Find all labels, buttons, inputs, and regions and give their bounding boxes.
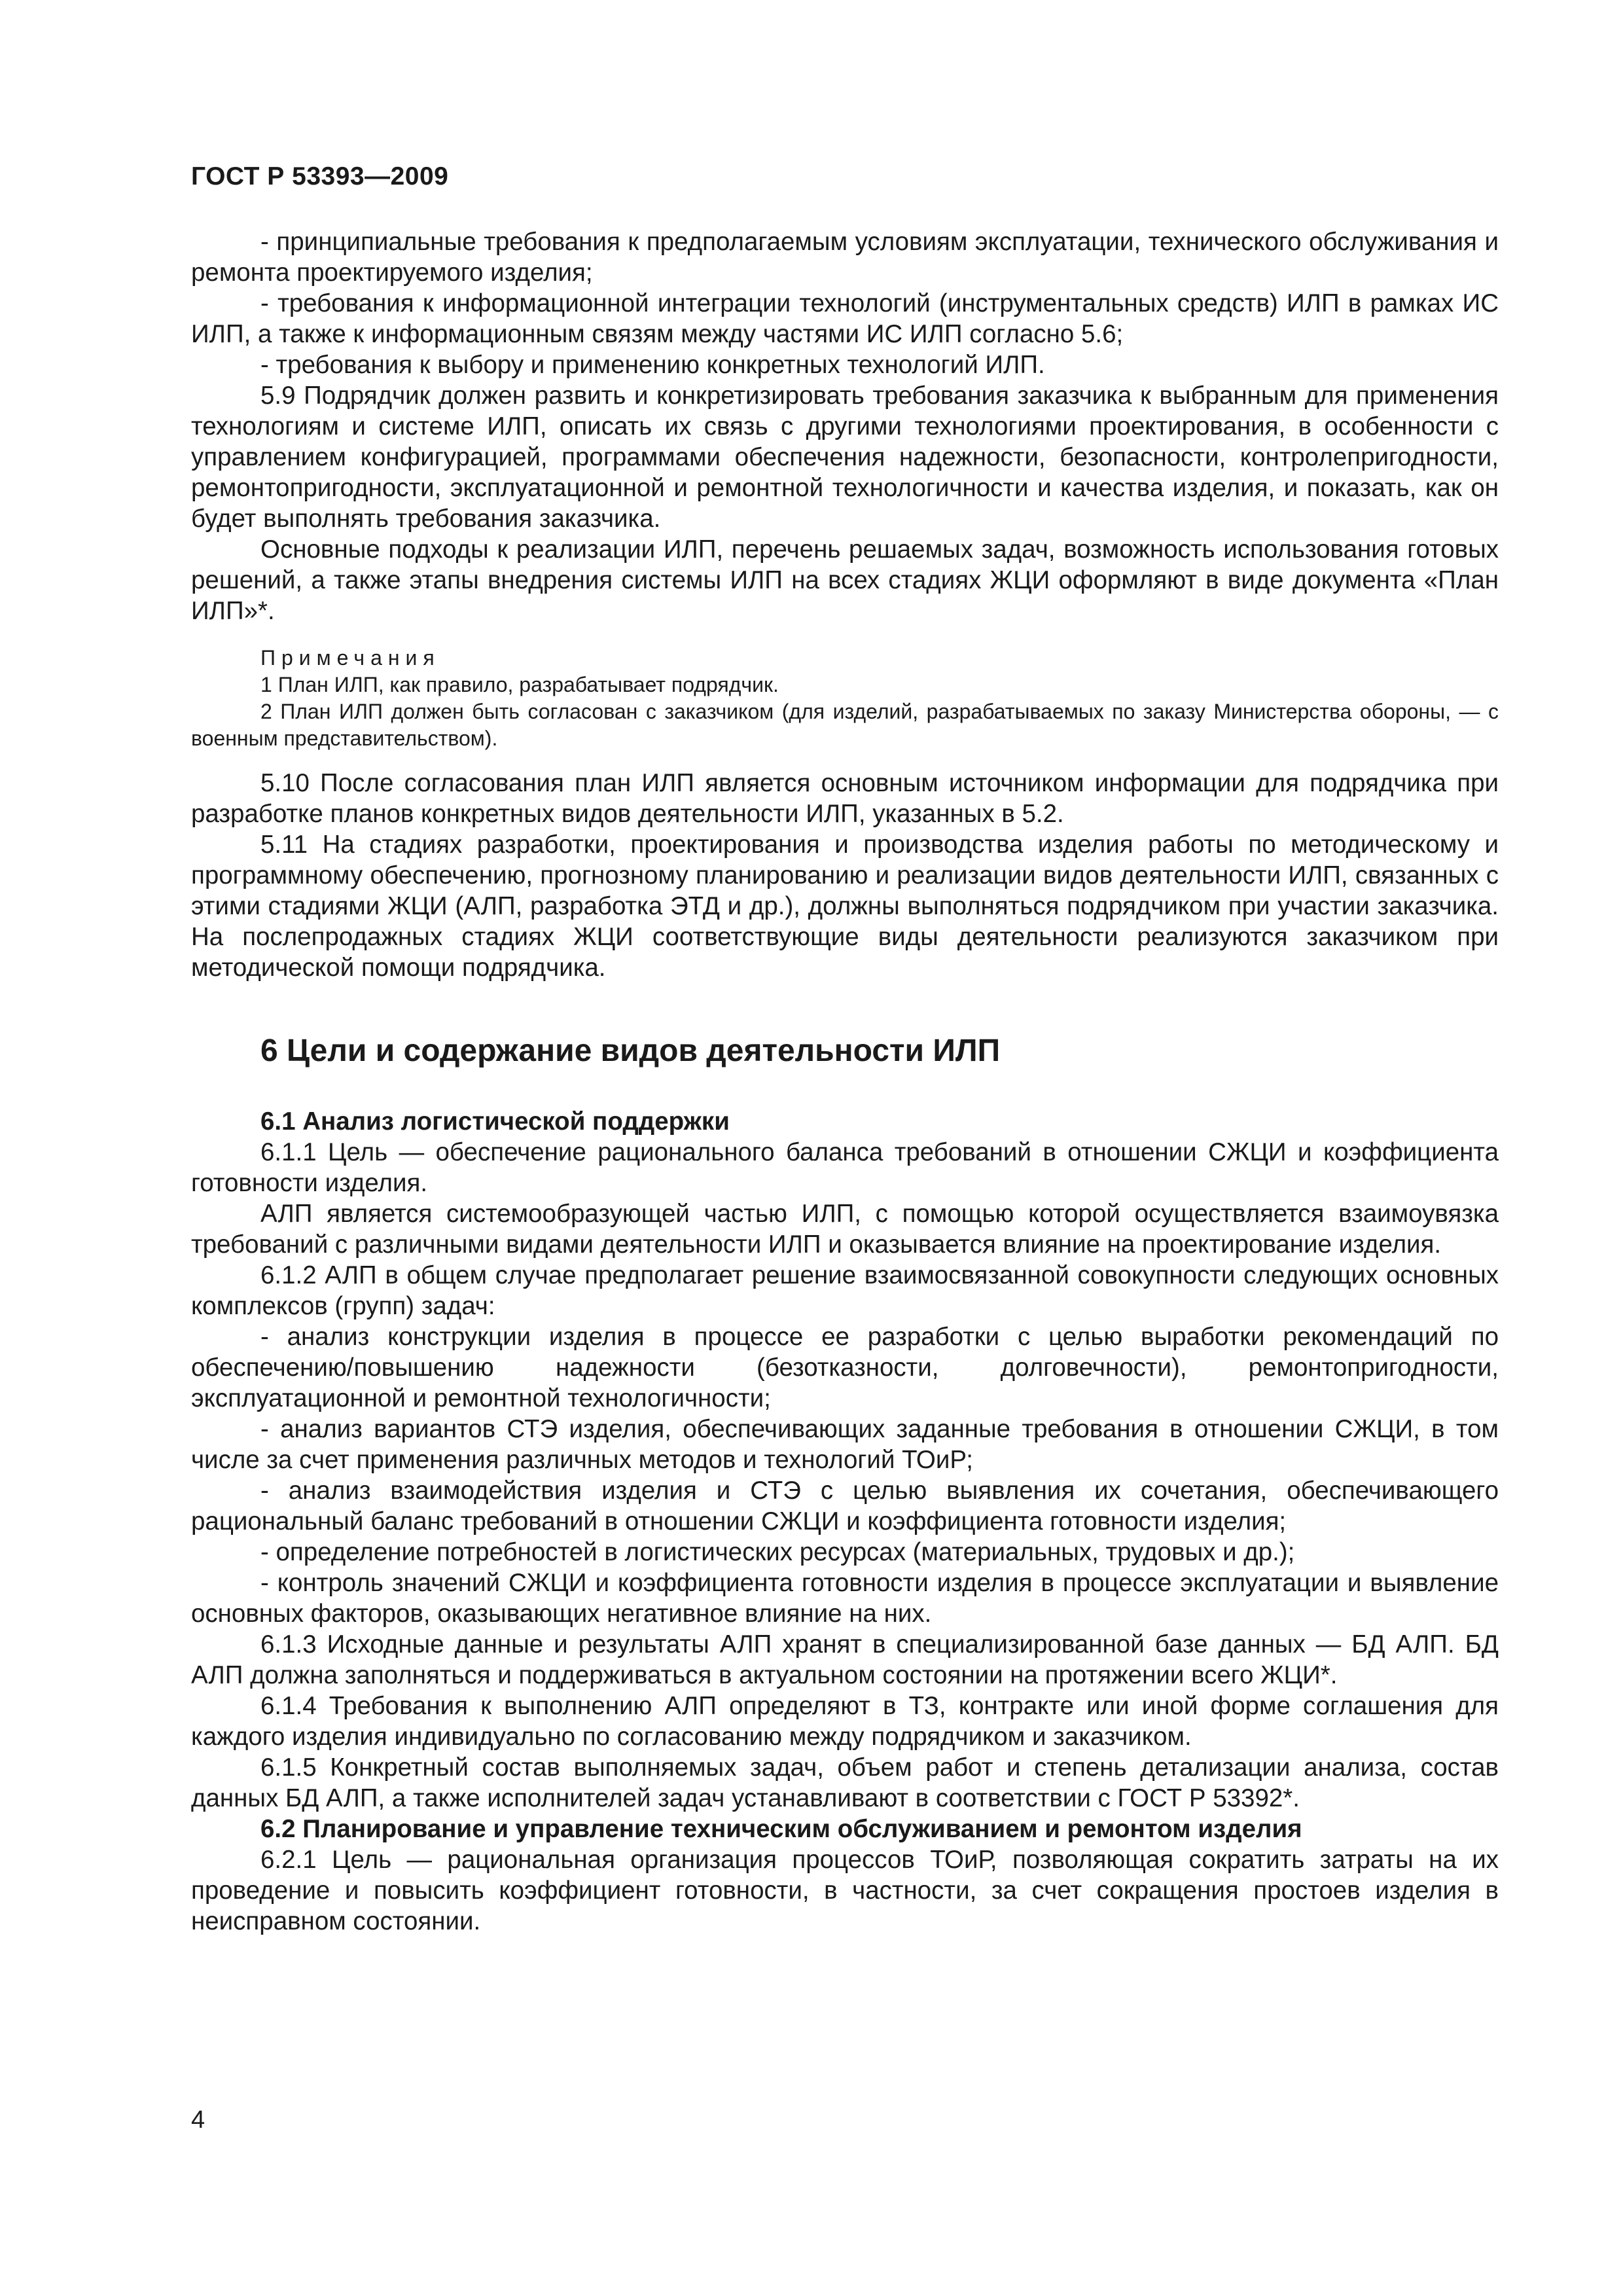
paragraph: - анализ вариантов СТЭ изделия, обеспечивающих заданные требования в отношении СЖЦИ, в том числе за счет применения различных методов и технологий ТОиР; xyxy=(191,1415,1499,1474)
paragraph: 6.1.2 АЛП в общем случае предполагает решение взаимосвязанной совокупности следующих основных комплексов (групп) задач: xyxy=(191,1261,1499,1320)
page-number: 4 xyxy=(191,2106,205,2134)
paragraph: 6.1.5 Конкретный состав выполняемых задач, объем работ и степень детализации анализа, состав данных БД АЛП, а также исполнителей задач устанавливают в соответствии с ГОСТ Р 53392*. xyxy=(191,1753,1499,1812)
paragraph: Основные подходы к реализации ИЛП, перечень решаемых задач, возможность использования готовых решений, а также этапы внедрения системы ИЛП на всех стадиях ЖЦИ оформляют в виде документа «План ИЛП»*. xyxy=(191,535,1499,625)
page-content xyxy=(191,226,1499,1937)
paragraph: - анализ взаимодействия изделия и СТЭ с целью выявления их сочетания, обеспечивающего рациональный баланс требований в отношении СЖЦИ и коэффициента готовности изделия; xyxy=(191,1477,1499,1535)
paragraph: 5.10 После согласования план ИЛП является основным источником информации для подрядчика при разработке планов конкретных видов деятельности ИЛП, указанных в 5.2. xyxy=(191,769,1499,828)
paragraph: - требования к информационной интеграции технологий (инструментальных средств) ИЛП в рамках ИС ИЛП, а также к информационным связям между частями ИС ИЛП согласно 5.6; xyxy=(191,289,1499,348)
paragraph: - требования к выбору и применению конкретных технологий ИЛП. xyxy=(260,351,1045,379)
note-item: 2 План ИЛП должен быть согласован с заказчиком (для изделий, разрабатываемых по заказу Министерства обороны, — с военным представительством). xyxy=(191,700,1499,750)
paragraph: - контроль значений СЖЦИ и коэффициента готовности изделия в процессе эксплуатации и выявление основных факторов, оказывающих негативное влияние на них. xyxy=(191,1569,1499,1628)
paragraph: - определение потребностей в логистических ресурсах (материальных, трудовых и др.); xyxy=(260,1538,1295,1566)
paragraph: 6.1.4 Требования к выполнению АЛП определяют в ТЗ, контракте или иной форме соглашения для каждого изделия индивидуально по согласованию между подрядчиком и заказчиком. xyxy=(191,1692,1499,1751)
section-heading: 6 Цели и содержание видов деятельности ИЛП xyxy=(260,1033,1001,1068)
note-item: 1 План ИЛП, как правило, разрабатывает подрядчик. xyxy=(260,673,779,696)
paragraph: 5.11 На стадиях разработки, проектирования и производства изделия работы по методическому и программному обеспечению, прогнозному планированию и реализации видов деятельности ИЛП, связанных с этими стадиями ЖЦИ (АЛП, разработка ЭТД и др.), должны выполняться подрядчиком при участии заказчика. На послепродажных стадиях ЖЦИ соответствующие виды деятельности реализуются заказчиком при методической помощи подрядчика. xyxy=(191,831,1499,982)
paragraph: 6.2.1 Цель — рациональная организация процессов ТОиР, позволяющая сократить затраты на их проведение и повысить коэффициент готовности, в частности, за счет сокращения простоев изделия в неисправном состоянии. xyxy=(191,1846,1499,1935)
notes-block xyxy=(191,645,1499,752)
document-code-header: ГОСТ Р 53393—2009 xyxy=(191,162,449,190)
paragraph: АЛП является системообразующей частью ИЛП, с помощью которой осуществляется взаимоувязка требований с различными видами деятельности ИЛП и оказывается влияние на проектирование изделия. xyxy=(191,1200,1499,1259)
notes-title: Примечания xyxy=(260,646,440,670)
paragraph: 6.1.3 Исходные данные и результаты АЛП хранят в специализированной базе данных — БД АЛП. БД АЛП должна заполняться и поддерживаться в актуальном состоянии на протяжении всего ЖЦИ*. xyxy=(191,1630,1499,1689)
paragraph: 6.1.1 Цель — обеспечение рационального баланса требований в отношении СЖЦИ и коэффициента готовности изделия. xyxy=(191,1138,1499,1197)
paragraph: 5.9 Подрядчик должен развить и конкретизировать требования заказчика к выбранным для применения технологиям и системе ИЛП, описать их связь с другими технологиями проектирования, в особенности с управлением конфигурацией, программами обеспечения надежности, безопасности, контролепригодности, ремонтопригодности, эксплуатационной и ремонтной технологичности и качества изделия, и показать, как он будет выполнять требования заказчика. xyxy=(191,382,1499,533)
subsection-heading: 6.2 Планирование и управление техническим обслуживанием и ремонтом изделия xyxy=(260,1815,1302,1843)
paragraph: - принципиальные требования к предполагаемым условиям эксплуатации, технического обслуживания и ремонта проектируемого изделия; xyxy=(191,228,1499,287)
paragraph: - анализ конструкции изделия в процессе ее разработки с целью выработки рекомендаций по обеспечению/повышению надежности (безотказности, долговечности), ремонтопригодности, эксплуатационной и ремонтной технологичности; xyxy=(191,1323,1499,1412)
subsection-heading: 6.1 Анализ логистической поддержки xyxy=(260,1107,730,1136)
